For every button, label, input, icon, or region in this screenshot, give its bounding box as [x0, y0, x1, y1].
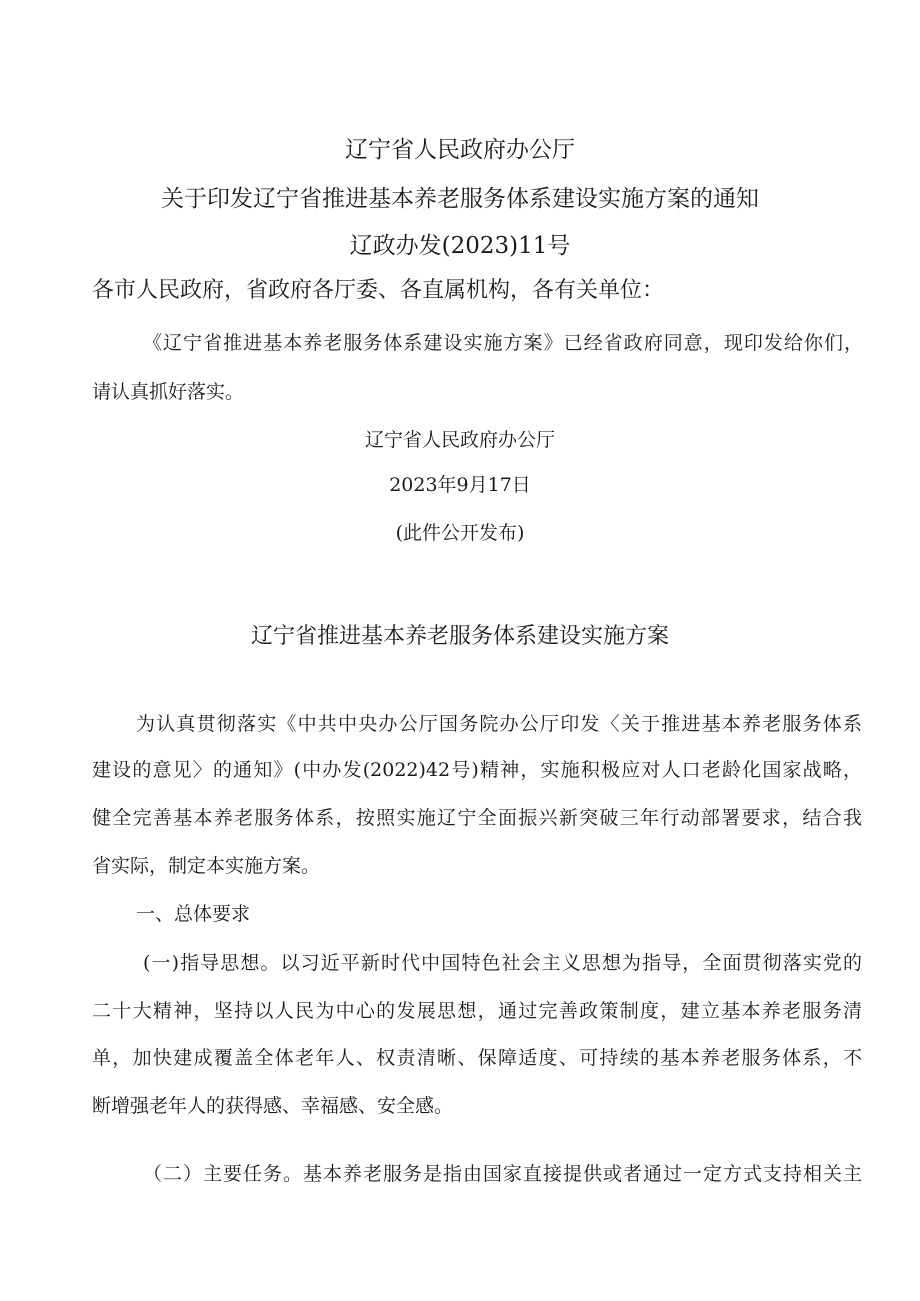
notice-line-2: 请认真抓好落实。 [92, 381, 245, 403]
document-number: 辽政办发(2023)11号 [349, 233, 571, 259]
issuer-heading: 辽宁省人民政府办公厅 [345, 137, 575, 163]
intro-line-3: 健全完善基本养老服务体系，按照实施辽宁全面振兴新突破三年行动部署要求，结合我 [92, 807, 862, 829]
plan-title: 辽宁省推进基本养老服务体系建设实施方案 [250, 624, 669, 649]
intro-line-4: 省实际，制定本实施方案。 [92, 855, 321, 877]
notice-title: 关于印发辽宁省推进基本养老服务体系建设实施方案的通知 [161, 186, 759, 212]
signature-org: 辽宁省人民政府办公厅 [364, 429, 555, 451]
signature-date: 2023年9月17日 [389, 474, 531, 496]
notice-line-1: 《辽宁省推进基本养老服务体系建设实施方案》已经省政府同意，现印发给你们， [143, 332, 863, 354]
guiding-line-2: 二十大精神，坚持以人民为中心的发展思想，通过完善政策制度，建立基本养老服务清 [92, 1000, 862, 1022]
guiding-line-4: 断增强老年人的获得感、幸福感、安全感。 [92, 1095, 454, 1117]
guiding-line-1: (一)指导思想。以习近平新时代中国特色社会主义思想为指导，全面贯彻落实党的 [143, 952, 862, 974]
intro-line-2: 建设的意见〉的通知》(中办发(2022)42号)精神，实施积极应对人口老龄化国家战略， [92, 759, 862, 781]
guiding-line-3: 单，加快建成覆盖全体老年人、权责清晰、保障适度、可持续的基本养老服务体系，不 [92, 1047, 862, 1069]
tasks-line-1: （二）主要任务。基本养老服务是指由国家直接提供或者通过一定方式支持相关主 [143, 1163, 862, 1185]
section-1-heading: 一、总体要求 [136, 903, 251, 925]
disclosure-note: (此件公开发布) [395, 522, 525, 544]
intro-line-1: 为认真贯彻落实《中共中央办公厅国务院办公厅印发〈关于推进基本养老服务体系 [136, 713, 862, 735]
addressee: 各市人民政府，省政府各厅委、各直属机构，各有关单位： [92, 278, 665, 303]
